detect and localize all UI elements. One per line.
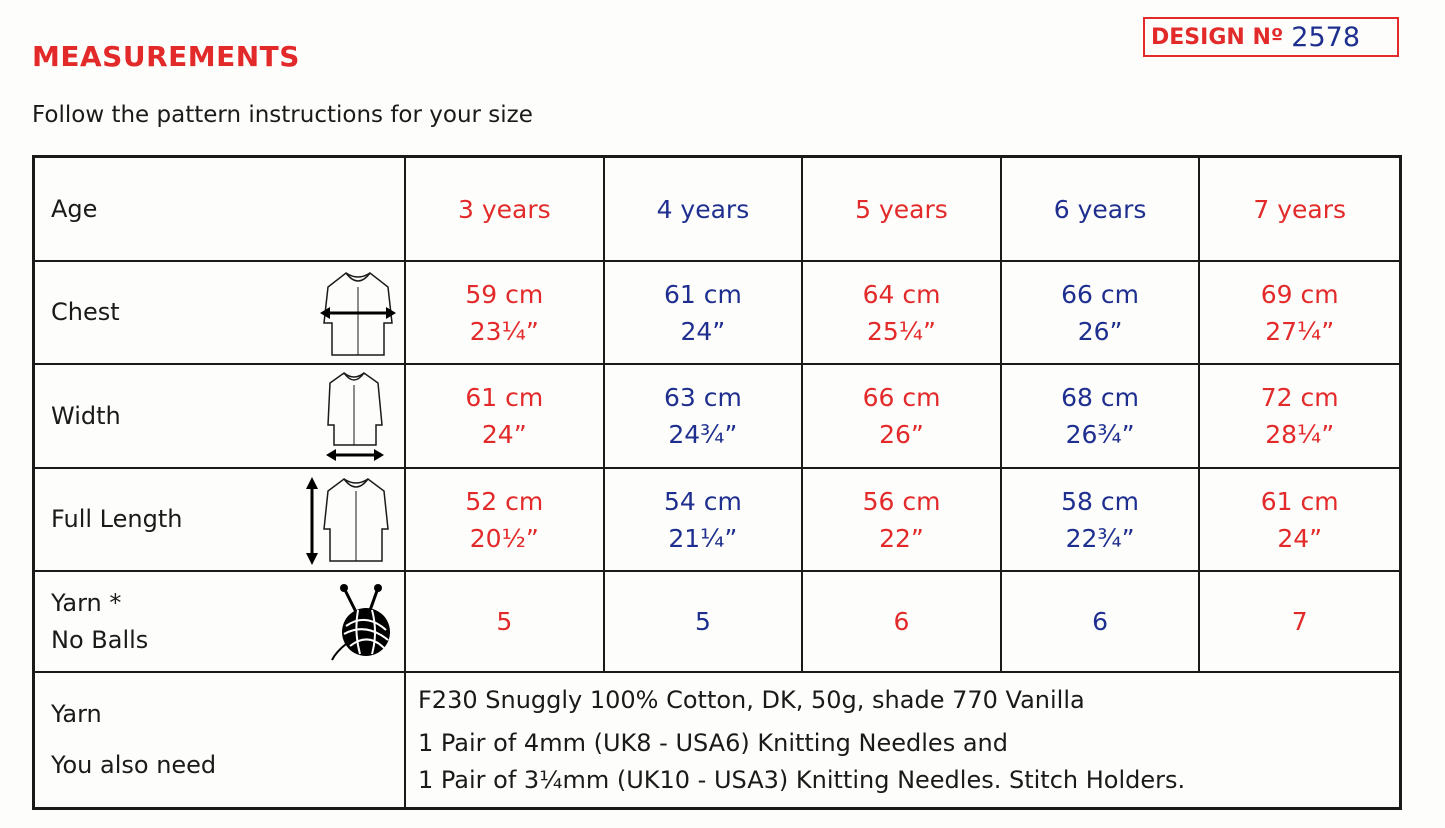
table-cell: 5: [605, 572, 804, 673]
yarn-ball-icon: [328, 582, 398, 662]
table-cell: 4 years: [605, 158, 804, 262]
row-label-chest: [35, 262, 406, 365]
row-label-text: Width: [51, 401, 121, 430]
design-number-box: [1143, 17, 1399, 57]
table-cell: 61 cm 24”: [605, 262, 804, 365]
table-cell: 59 cm 23¼”: [406, 262, 605, 365]
yarn-label: Yarn: [51, 700, 102, 728]
table-cell: 56 cm 22”: [803, 469, 1002, 572]
yarn-description: F230 Snuggly 100% Cotton, DK, 50g, shade 770 Vanilla: [418, 685, 1085, 714]
row-label-text: Chest: [51, 298, 120, 326]
row-label-text: Yarn * No Balls: [51, 588, 149, 654]
table-cell: 54 cm 21¼”: [605, 469, 804, 572]
table-cell: 63 cm 24¾”: [605, 365, 804, 469]
row-label-text: Age: [51, 194, 98, 223]
page-title: MEASUREMENTS: [32, 40, 300, 73]
table-cell: 66 cm 26”: [1002, 262, 1201, 365]
row-label-age: [35, 158, 406, 262]
table-cell: 5: [406, 572, 605, 673]
measurements-table: [32, 155, 1402, 810]
needles-line-1: 1 Pair of 4mm (UK8 - USA6) Knitting Needles and: [418, 728, 1008, 757]
table-cell: 68 cm 26¾”: [1002, 365, 1201, 469]
table-cell: 6 years: [1002, 158, 1201, 262]
table-cell: 69 cm 27¼”: [1200, 262, 1399, 365]
design-label: DESIGN Nº: [1151, 24, 1284, 50]
table-cell: 66 cm 26”: [803, 365, 1002, 469]
row-label-full-length: [35, 469, 406, 572]
table-cell: 7 years: [1200, 158, 1399, 262]
table-cell: 6: [803, 572, 1002, 673]
length-measure-icon: [302, 473, 398, 567]
width-measure-icon: [318, 369, 398, 463]
also-need-label: You also need: [51, 751, 217, 779]
design-number: 2578: [1291, 21, 1360, 53]
row-label-width: [35, 365, 406, 469]
yarn-info-labels: [35, 673, 406, 807]
yarn-info-text: [406, 673, 1399, 807]
needles-line-2: 1 Pair of 3¼mm (UK10 - USA3) Knitting Needles. Stitch Holders.: [418, 765, 1186, 794]
table-cell: 72 cm 28¼”: [1200, 365, 1399, 469]
table-cell: 58 cm 22¾”: [1002, 469, 1201, 572]
table-cell: 64 cm 25¼”: [803, 262, 1002, 365]
table-cell: 61 cm 24”: [406, 365, 605, 469]
table-cell: 7: [1200, 572, 1399, 673]
chest-measure-icon: [318, 267, 398, 359]
row-label-text: Full Length: [51, 505, 183, 533]
subtitle: Follow the pattern instructions for your size: [32, 102, 533, 128]
table-cell: 61 cm 24”: [1200, 469, 1399, 572]
table-cell: 52 cm 20½”: [406, 469, 605, 572]
table-cell: 3 years: [406, 158, 605, 262]
table-cell: 6: [1002, 572, 1201, 673]
table-cell: 5 years: [803, 158, 1002, 262]
row-label-yarn-balls: [35, 572, 406, 673]
